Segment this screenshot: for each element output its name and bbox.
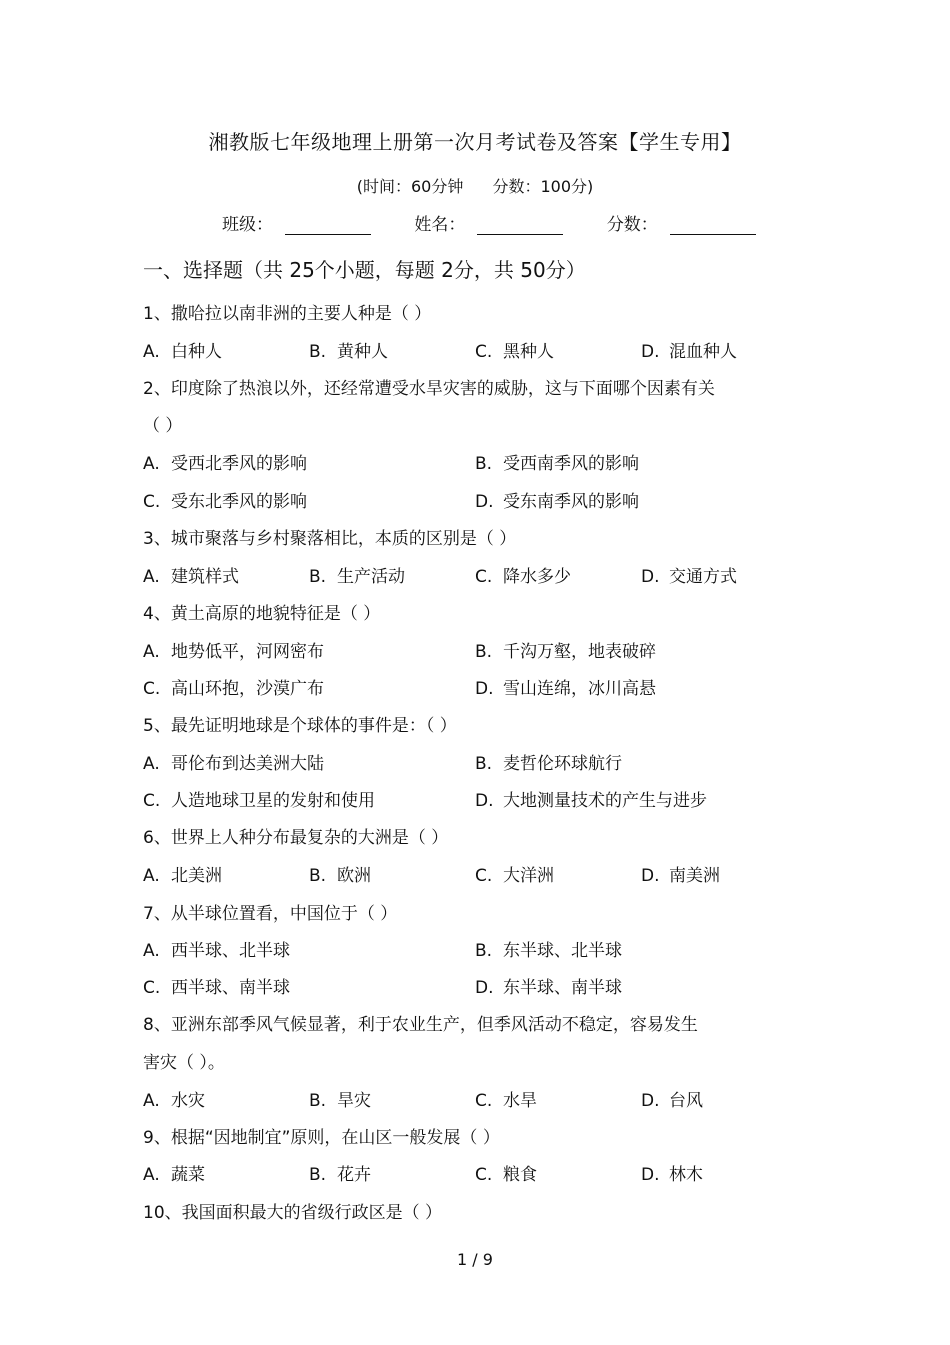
exam-info [0,174,950,197]
q2-option-b: B. 受西南季风的影响 [475,454,639,474]
q8-option-a: A. 水灾 [143,1091,205,1111]
q3-option-b: B. 生产活动 [309,567,405,587]
question-3: 3、城市聚落与乡村聚落相比，本质的区别是（ ） [143,529,517,549]
q7-option-d: D. 东半球、南半球 [475,978,622,998]
q5-option-c: C. 人造地球卫星的发射和使用 [143,791,375,811]
q4-option-b: B. 千沟万壑，地表破碎 [475,642,656,662]
question-4: 4、黄土高原的地貌特征是（ ） [143,604,381,624]
q4-option-a: A. 地势低平，河网密布 [143,642,324,662]
question-2-cont: （ ） [143,416,183,436]
section-heading: 一、选择题（共 25个小题，每题 2分，共 50分） [143,258,586,282]
q6-option-b: B. 欧洲 [309,866,371,886]
q3-option-d: D. 交通方式 [641,567,737,587]
name-field[interactable] [414,210,563,235]
q5-option-b: B. 麦哲伦环球航行 [475,754,622,774]
question-1: 1、撒哈拉以南非洲的主要人种是（ ） [143,304,432,324]
name-label: 姓名： [414,215,466,235]
question-9: 9、根据“因地制宜”原则，在山区一般发展（ ） [143,1128,500,1148]
question-2: 2、印度除了热浪以外，还经常遭受水旱灾害的威胁，这与下面哪个因素有关 [143,379,715,399]
exam-score: 分数：100分) [492,177,594,196]
document-title: 湘教版七年级地理上册第一次月考试卷及答案【学生专用】 [208,130,742,154]
q2-option-c: C. 受东北季风的影响 [143,492,307,512]
score-field[interactable] [607,210,756,235]
class-blank[interactable] [285,216,371,235]
q1-option-c: C. 黑种人 [475,342,554,362]
q8-option-d: D. 台风 [641,1091,703,1111]
q3-option-c: C. 降水多少 [475,567,571,587]
q7-option-c: C. 西半球、南半球 [143,978,290,998]
name-blank[interactable] [477,216,563,235]
q8-option-c: C. 水旱 [475,1091,537,1111]
question-10: 10、我国面积最大的省级行政区是（ ） [143,1203,443,1223]
q1-option-b: B. 黄种人 [309,342,388,362]
q2-option-a: A. 受西北季风的影响 [143,454,307,474]
q6-option-c: C. 大洋洲 [475,866,554,886]
question-5: 5、最先证明地球是个球体的事件是：（ ） [143,716,457,736]
student-fields [222,210,794,235]
q1-option-a: A. 白种人 [143,342,222,362]
q9-option-c: C. 粮食 [475,1165,537,1185]
q9-option-b: B. 花卉 [309,1165,371,1185]
q7-option-a: A. 西半球、北半球 [143,941,290,961]
q2-option-d: D. 受东南季风的影响 [475,492,639,512]
q6-option-d: D. 南美洲 [641,866,720,886]
q5-option-a: A. 哥伦布到达美洲大陆 [143,754,324,774]
class-field[interactable] [222,210,371,235]
q7-option-b: B. 东半球、北半球 [475,941,622,961]
exam-time: (时间：60分钟 [356,177,464,196]
q4-option-d: D. 雪山连绵，冰川高悬 [475,679,656,699]
q1-option-d: D. 混血种人 [641,342,737,362]
q3-option-a: A. 建筑样式 [143,567,239,587]
q9-option-d: D. 林木 [641,1165,703,1185]
score-blank[interactable] [670,216,756,235]
question-6: 6、世界上人种分布最复杂的大洲是（ ） [143,828,449,848]
class-label: 班级： [222,215,273,235]
q5-option-d: D. 大地测量技术的产生与进步 [475,791,707,811]
question-8-cont: 害灾（ ）。 [143,1053,225,1073]
q8-option-b: B. 旱灾 [309,1091,371,1111]
q6-option-a: A. 北美洲 [143,866,222,886]
q4-option-c: C. 高山环抱，沙漠广布 [143,679,324,699]
q9-option-a: A. 蔬菜 [143,1165,205,1185]
question-8: 8、亚洲东部季风气候显著，利于农业生产，但季风活动不稳定，容易发生 [143,1015,698,1035]
page-number: 1 / 9 [457,1250,493,1269]
score-label: 分数： [606,215,658,235]
question-7: 7、从半球位置看，中国位于（ ） [143,904,398,924]
